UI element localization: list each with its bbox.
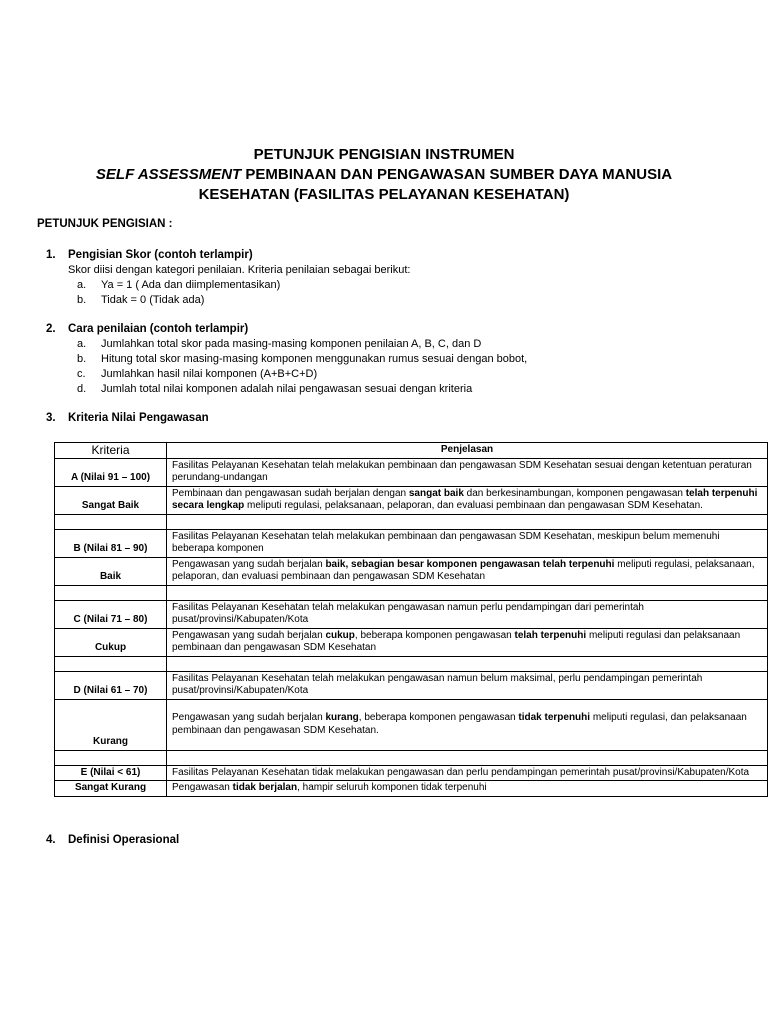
- criteria-label: D (Nilai 61 – 70): [55, 671, 167, 699]
- section3-title: Kriteria Nilai Pengawasan: [68, 412, 209, 424]
- section2-item-label: a.: [77, 338, 87, 350]
- section3-number: 3.: [46, 412, 56, 424]
- table-row: [55, 557, 768, 585]
- section2-title: Cara penilaian (contoh terlampir): [68, 323, 249, 335]
- criteria-label: Sangat Kurang: [55, 781, 167, 797]
- criteria-desc: Fasilitas Pelayanan Kesehatan telah melakukan pembinaan dan pengawasan SDM Kesehatan, meskipun belum memenuhi beberapa komponen: [167, 529, 768, 557]
- criteria-label: E (Nilai < 61): [55, 765, 167, 781]
- table-row: [55, 529, 768, 557]
- criteria-desc: Fasilitas Pelayanan Kesehatan telah melakukan pengawasan namun belum maksimal, perlu pendampingan pemerintah pusat/provinsi/Kabupaten/Kota: [167, 671, 768, 699]
- criteria-label: Baik: [55, 557, 167, 585]
- table-spacer-row: [55, 656, 768, 671]
- section2-item-label: b.: [77, 353, 87, 365]
- criteria-label: Sangat Baik: [55, 486, 167, 514]
- criteria-desc: Fasilitas Pelayanan Kesehatan telah melakukan pembinaan dan pengawasan SDM Kesehatan sesuai dengan ketentuan peraturan perundang-undangan: [167, 458, 768, 486]
- table-header-row: [55, 443, 768, 459]
- criteria-desc: Pembinaan dan pengawasan sudah berjalan dengan sangat baik dan berkesinambungan, komponen pengawasan telah terpenuhi secara lengkap meliputi regulasi, pelaksanaan, pelaporan, dan evaluasi pembinaan dan pengawasan SDM Kesehatan.: [167, 486, 768, 514]
- criteria-desc: Fasilitas Pelayanan Kesehatan tidak melakukan pengawasan dan perlu pendampingan pemerintah pusat/provinsi/Kabupaten/Kota: [167, 765, 768, 781]
- criteria-desc: Pengawasan tidak berjalan, hampir seluruh komponen tidak terpenuhi: [167, 781, 768, 797]
- section2-item-text: Jumlahkan total skor pada masing-masing komponen penilaian A, B, C, dan D: [101, 338, 482, 350]
- criteria-label: C (Nilai 71 – 80): [55, 600, 167, 628]
- table-row: [55, 671, 768, 699]
- table-row: [55, 781, 768, 797]
- section4-number: 4.: [46, 834, 56, 846]
- table-spacer-row: [55, 585, 768, 600]
- section2-item-label: d.: [77, 383, 87, 395]
- section2-item-label: c.: [77, 368, 86, 380]
- doc-title-line2: [0, 164, 768, 185]
- criteria-desc: Fasilitas Pelayanan Kesehatan telah melakukan pengawasan namun perlu pendampingan dari pemerintah pusat/provinsi/Kabupaten/Kota: [167, 600, 768, 628]
- table-spacer-row: [55, 514, 768, 529]
- table-row: [55, 600, 768, 628]
- doc-title-rest: PEMBINAAN DAN PENGAWASAN SUMBER DAYA MANUSIA: [241, 166, 673, 183]
- criteria-label: Kurang: [55, 699, 167, 750]
- criteria-label: B (Nilai 81 – 90): [55, 529, 167, 557]
- table-spacer-row: [55, 750, 768, 765]
- doc-title-line1: PETUNJUK PENGISIAN INSTRUMEN: [253, 146, 515, 163]
- section1-item-label: a.: [77, 279, 87, 291]
- criteria-desc: Pengawasan yang sudah berjalan baik, sebagian besar komponen pengawasan telah terpenuhi meliputi regulasi, pelaksanaan, pelaporan, dan evaluasi pembinaan dan pengawasan SDM Kesehatan: [167, 557, 768, 585]
- criteria-label: A (Nilai 91 – 100): [55, 458, 167, 486]
- section4-title: Definisi Operasional: [68, 834, 180, 846]
- criteria-table: [54, 442, 768, 797]
- section1-number: 1.: [46, 249, 56, 261]
- section2-item-text: Jumlah total nilai komponen adalah nilai pengawasan sesuai dengan kriteria: [101, 383, 473, 395]
- section2-item-text: Hitung total skor masing-masing komponen menggunakan rumus sesuai dengan bobot,: [101, 353, 528, 365]
- section1-item-text: Ya = 1 ( Ada dan diimplementasikan): [101, 279, 281, 291]
- col-penjelasan-header: Penjelasan: [167, 443, 768, 459]
- section2-number: 2.: [46, 323, 56, 335]
- section1-intro: Skor diisi dengan kategori penilaian. Kriteria penilaian sebagai berikut:: [68, 264, 411, 276]
- table-row: [55, 699, 768, 750]
- criteria-label: Cukup: [55, 628, 167, 656]
- table-row: [55, 486, 768, 514]
- section1-title: Pengisian Skor (contoh terlampir): [68, 249, 253, 261]
- section1-item-label: b.: [77, 294, 87, 306]
- col-kriteria-header: Kriteria: [55, 443, 167, 459]
- criteria-desc: Pengawasan yang sudah berjalan kurang, beberapa komponen pengawasan tidak terpenuhi meliputi regulasi, dan pelaksanaan pembinaan dan pengawasan SDM Kesehatan.: [167, 699, 768, 750]
- table-row: [55, 628, 768, 656]
- table-row: [55, 458, 768, 486]
- table-row: [55, 765, 768, 781]
- section1-item-text: Tidak = 0 (Tidak ada): [101, 294, 205, 306]
- criteria-desc: Pengawasan yang sudah berjalan cukup, beberapa komponen pengawasan telah terpenuhi meliputi regulasi dan pelaksanaan pembinaan dan pengawasan SDM Kesehatan: [167, 628, 768, 656]
- doc-title-line3: KESEHATAN (FASILITAS PELAYANAN KESEHATAN): [198, 186, 570, 203]
- petunjuk-label: PETUNJUK PENGISIAN :: [37, 218, 173, 230]
- doc-title-italic: SELF ASSESSMENT: [95, 166, 242, 183]
- section2-item-text: Jumlahkan hasil nilai komponen (A+B+C+D): [101, 368, 318, 380]
